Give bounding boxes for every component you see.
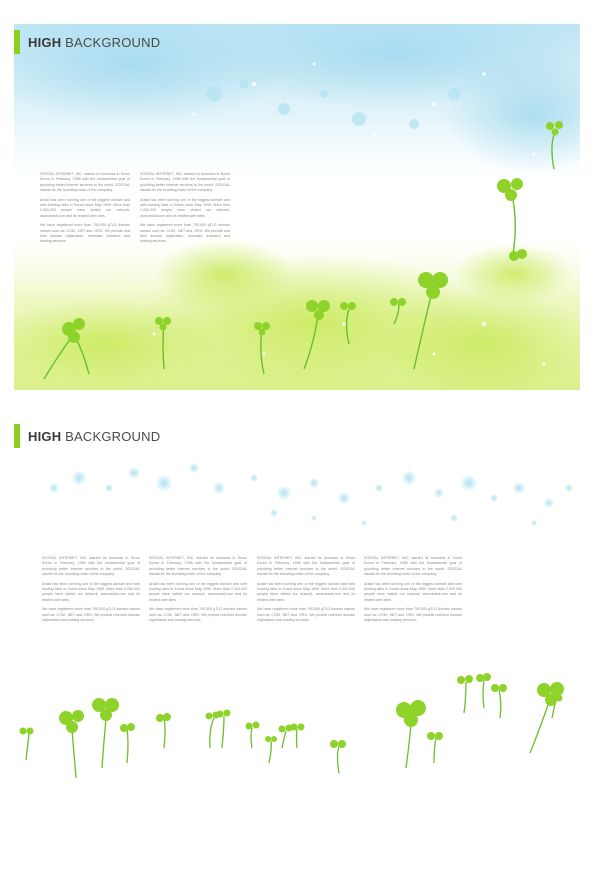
- paragraph: Araldi has been running one of the biggest domain and web hosting sites in Korea since May 1999. More than 2,000,000 people have visited our network, www.araldi.com and its related web sites.: [40, 197, 130, 218]
- paragraph: We have registered more than 700,000 gTLD domain names such as .COM, .NET and .ORG. We provide real time domain registration, renewals, transfers and hosting services.: [140, 223, 230, 244]
- paragraph: Araldi has been running one of the biggest domain and web hosting sites in Korea since May 1999. More than 2,000,000 people have visited our network, www.araldi.com and its related web sites.: [364, 581, 462, 602]
- accent-bar: [14, 424, 20, 448]
- text-column: [149, 556, 247, 627]
- panel-heading: [14, 30, 160, 54]
- panel-heading: [14, 424, 160, 448]
- paragraph: We have registered more than 700,000 gTLD domain names such as .COM, .NET and .ORG. We provide real time domain registration and hosting services.: [149, 607, 247, 623]
- bottom-panel: [14, 418, 580, 798]
- paragraph: SOSOAL INTERNET, INC. started its business in Seoul Korea in February, 1998 with the fundamental goal of providing better Internet services to the world. SOSOAL stands for the founding motto of the company.: [42, 556, 140, 577]
- paragraph: We have registered more than 700,000 gTLD domain names such as .COM, .NET and .ORG. We provide real time domain registration, renewals, transfers and hosting services.: [40, 223, 130, 244]
- text-column: [140, 172, 230, 249]
- accent-bar: [14, 30, 20, 54]
- paragraph: We have registered more than 700,000 gTLD domain names such as .COM, .NET and .ORG. We provide real time domain registration and hosting services.: [257, 607, 355, 623]
- paragraph: We have registered more than 700,000 gTLD domain names such as .COM, .NET and .ORG. We provide real time domain registration and hosting services.: [364, 607, 462, 623]
- paragraph: SOSOAL INTERNET, INC. started its business in Seoul Korea in February, 1998 with the fundamental goal of providing better Internet services to the world. SOSOAL stands for the founding motto of the company.: [140, 172, 230, 193]
- top-panel: [14, 24, 580, 390]
- heading-bold: HIGH: [28, 428, 62, 444]
- text-column: [40, 172, 130, 249]
- paragraph: SOSOAL INTERNET, INC. started its business in Seoul Korea in February, 1998 with the fundamental goal of providing better Internet services to the world. SOSOAL stands for the founding motto of the company.: [364, 556, 462, 577]
- paragraph: SOSOAL INTERNET, INC. started its business in Seoul Korea in February, 1998 with the fundamental goal of providing better Internet services to the world. SOSOAL stands for the founding motto of the company.: [149, 556, 247, 577]
- heading-text: [28, 429, 160, 444]
- paragraph: We have registered more than 700,000 gTLD domain names such as .COM, .NET and .ORG. We provide real time domain registration and hosting services.: [42, 607, 140, 623]
- text-column: [42, 556, 140, 627]
- paragraph: Araldi has been running one of the biggest domain and web hosting sites in Korea since May 1999. More than 2,000,000 people have visited our network, www.araldi.com and its related web sites.: [140, 197, 230, 218]
- heading-text: [28, 35, 160, 50]
- text-column: [257, 556, 355, 627]
- paragraph: Araldi has been running one of the biggest domain and web hosting sites in Korea since May 1999. More than 2,000,000 people have visited our network, www.araldi.com and its related web sites.: [149, 581, 247, 602]
- heading-bold: HIGH: [28, 34, 62, 50]
- text-column: [364, 556, 462, 627]
- paragraph: SOSOAL INTERNET, INC. started its business in Seoul Korea in February, 1998 with the fundamental goal of providing better Internet services to the world. SOSOAL stands for the founding motto of the company.: [257, 556, 355, 577]
- paragraph: SOSOAL INTERNET, INC. started its business in Seoul Korea in February, 1998 with the fundamental goal of providing better Internet services to the world. SOSOAL stands for the founding motto of the company.: [40, 172, 130, 193]
- paragraph: Araldi has been running one of the biggest domain and web hosting sites in Korea since May 1999. More than 2,000,000 people have visited our network, www.araldi.com and its related web sites.: [42, 581, 140, 602]
- heading-rest: BACKGROUND: [61, 34, 161, 50]
- heading-rest: BACKGROUND: [61, 428, 161, 444]
- paragraph: Araldi has been running one of the biggest domain and web hosting sites in Korea since May 1999. More than 2,000,000 people have visited our network, www.araldi.com and its related web sites.: [257, 581, 355, 602]
